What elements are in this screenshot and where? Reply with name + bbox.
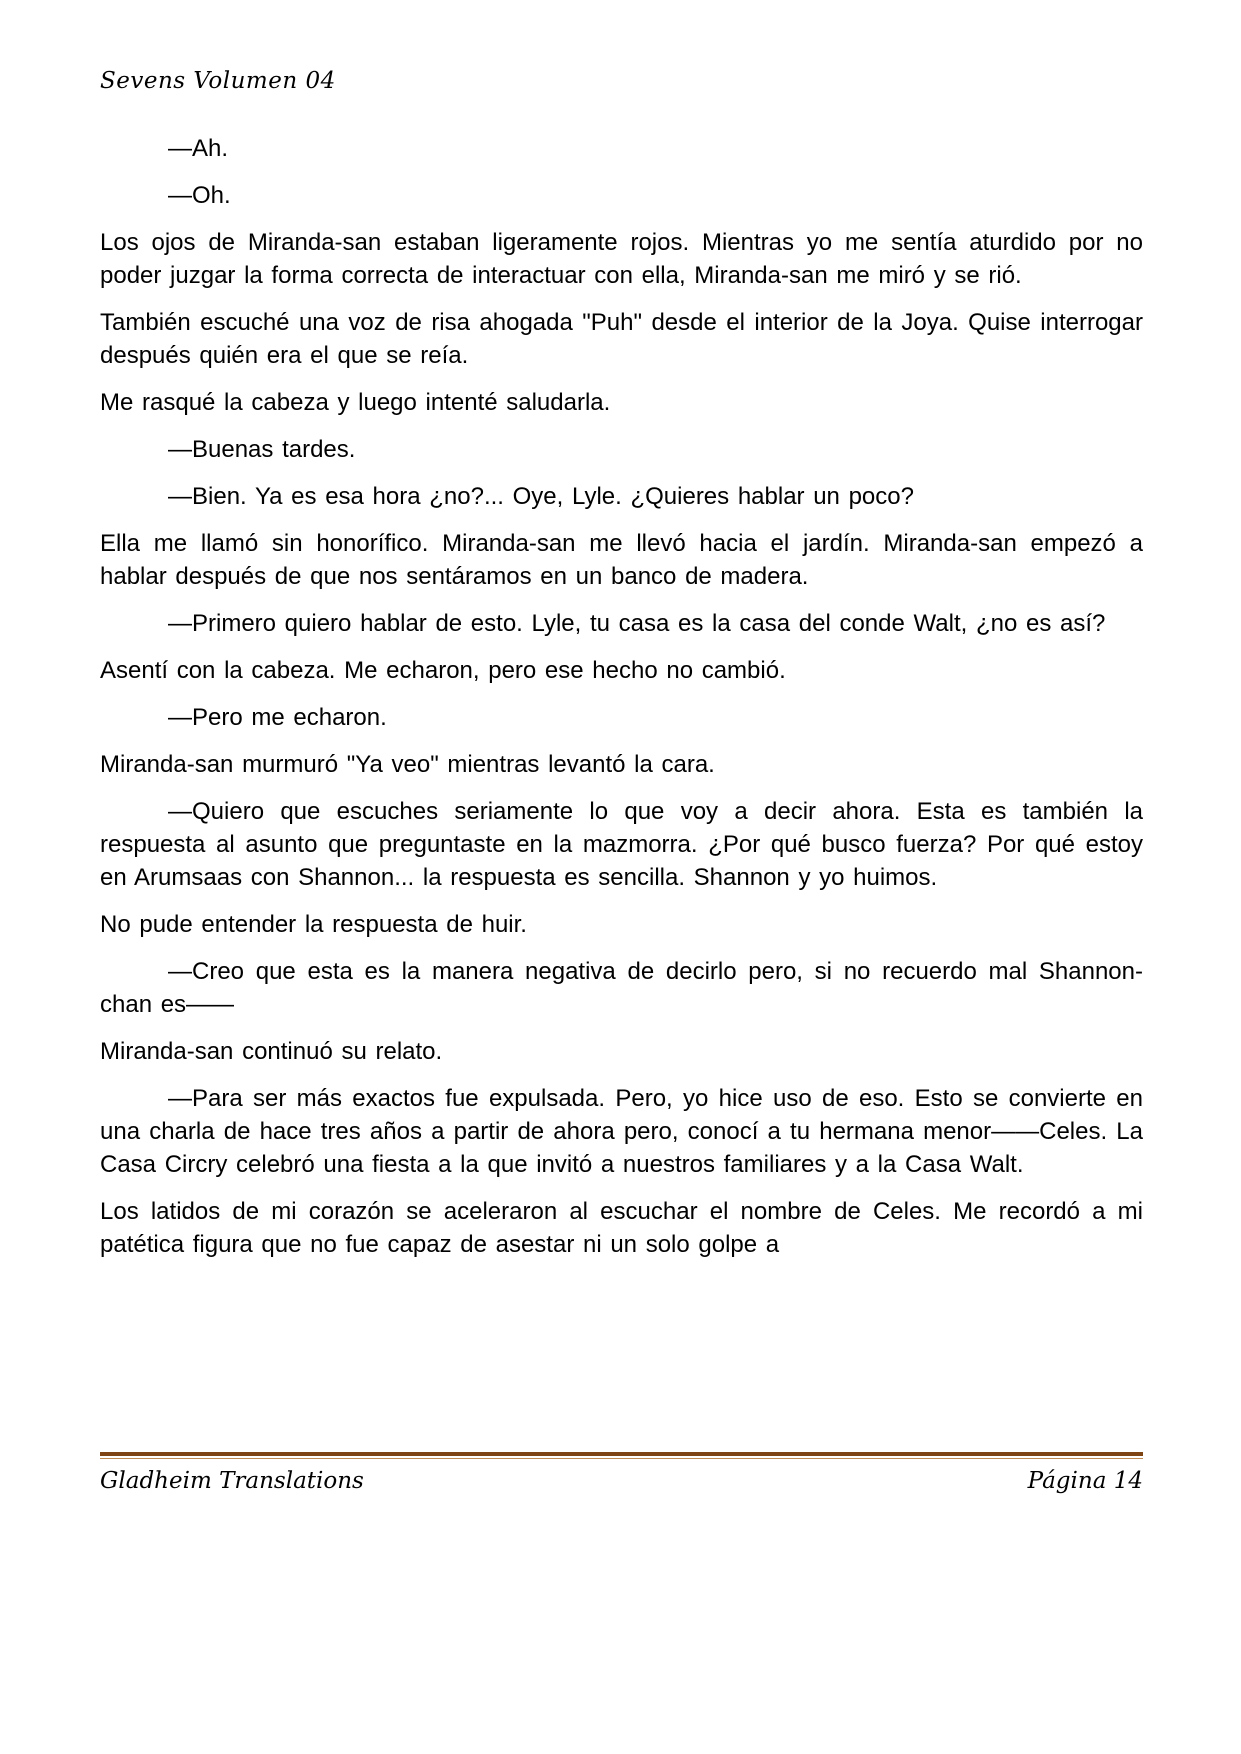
page-footer xyxy=(100,1468,1143,1494)
paragraph: Me rasqué la cabeza y luego intenté saludarla. xyxy=(100,389,611,416)
paragraph: Ella me llamó sin honorífico. Miranda-san me llevó hacia el jardín. Miranda-san empezó a hablar después de que nos sentáramos en un banco de madera. xyxy=(100,530,1143,590)
paragraph: Miranda-san murmuró "Ya veo" mientras levantó la cara. xyxy=(100,751,715,778)
paragraph: —Creo que esta es la manera negativa de decirlo pero, si no recuerdo mal Shannon-chan es—— xyxy=(100,958,1143,1018)
paragraph: —Para ser más exactos fue expulsada. Pero, yo hice uso de eso. Esto se convierte en una charla de hace tres años a partir de ahora pero, conocí a tu hermana menor——Celes. La Casa Circry celebró una fiesta a la que invitó a nuestros familiares y a la Casa Walt. xyxy=(100,1085,1143,1178)
footer-divider xyxy=(100,1452,1143,1459)
paragraph: No pude entender la respuesta de huir. xyxy=(100,911,527,938)
document-body xyxy=(100,132,1143,1275)
paragraph: Los ojos de Miranda-san estaban ligeramente rojos. Mientras yo me sentía aturdido por no poder juzgar la forma correcta de interactuar con ella, Miranda-san me miró y se rió. xyxy=(100,229,1143,289)
paragraph: —Buenas tardes. xyxy=(168,436,356,463)
paragraph: —Ah. xyxy=(168,135,229,162)
paragraph: —Quiero que escuches seriamente lo que voy a decir ahora. Esta es también la respuesta al asunto que preguntaste en la mazmorra. ¿Por qué busco fuerza? Por qué estoy en Arumsaas con Shannon... la respuesta es sencilla. Shannon y yo huimos. xyxy=(100,798,1143,891)
paragraph: —Primero quiero hablar de esto. Lyle, tu casa es la casa del conde Walt, ¿no es así? xyxy=(168,610,1106,637)
footer-page-number: Página 14 xyxy=(1027,1468,1143,1494)
paragraph: También escuché una voz de risa ahogada "Puh" desde el interior de la Joya. Quise interrogar después quién era el que se reía. xyxy=(100,309,1143,369)
header-title: Sevens Volumen 04 xyxy=(100,68,336,94)
paragraph: —Oh. xyxy=(168,182,231,209)
page-header xyxy=(100,68,1141,94)
paragraph: Asentí con la cabeza. Me echaron, pero ese hecho no cambió. xyxy=(100,657,786,684)
footer-translator-credit: Gladheim Translations xyxy=(100,1468,364,1494)
paragraph: Los latidos de mi corazón se aceleraron al escuchar el nombre de Celes. Me recordó a mi patética figura que no fue capaz de asestar ni un solo golpe a xyxy=(100,1198,1143,1258)
paragraph: Miranda-san continuó su relato. xyxy=(100,1038,443,1065)
paragraph: —Pero me echaron. xyxy=(168,704,387,731)
paragraph: —Bien. Ya es esa hora ¿no?... Oye, Lyle. ¿Quieres hablar un poco? xyxy=(168,483,914,510)
